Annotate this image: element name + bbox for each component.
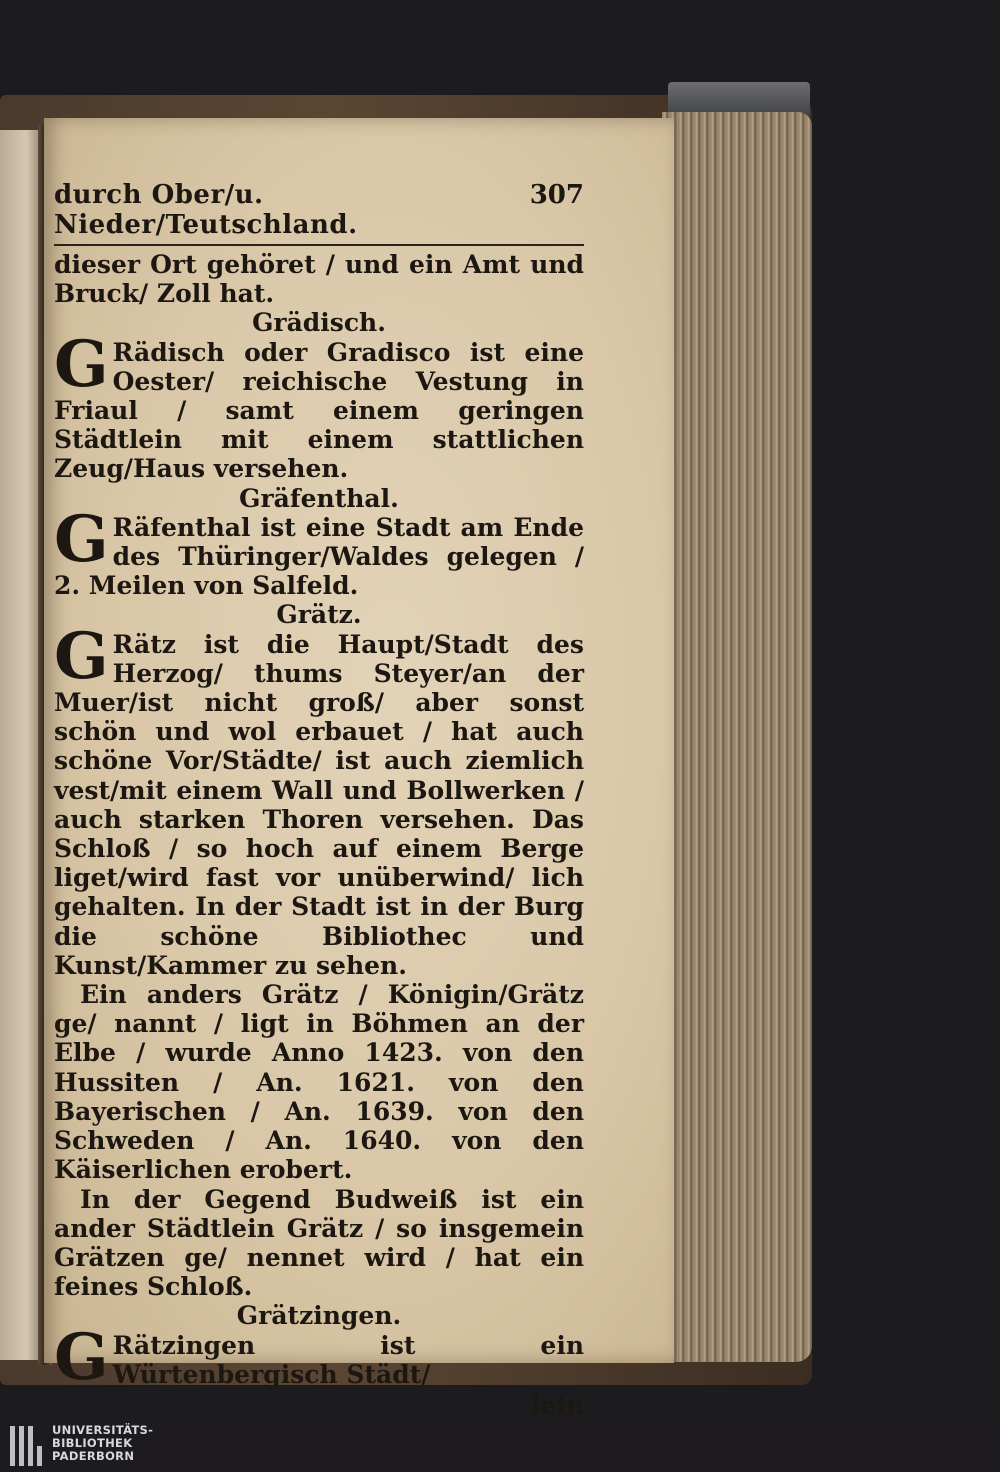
logo-line: UNIVERSITÄTS- [52, 1423, 154, 1437]
paragraph: In der Gegend Budweiß ist ein ander Städtlein Grätz / so insgemein Grätzen ge/ nennet wird / hat ein feines Schloß. [54, 1184, 584, 1302]
logo-line: BIBLIOTHEK [52, 1436, 133, 1450]
page-number: 307 [529, 180, 584, 210]
paragraph: Ein anders Grätz / Königin/Grätz ge/ nannt / ligt in Böhmen an der Elbe / wurde Anno 1423. von den Hussiten / An. 1621. von den Bayerischen / An. 1639. von den Schweden / An. 1640. von den Käiserlichen erobert. [54, 980, 584, 1185]
entry-heading: Grätz. [276, 600, 362, 630]
book-page [44, 118, 674, 1420]
paragraph: GRätzingen ist ein Würtenbergisch Städt/ [54, 1319, 584, 1395]
paragraph: dieser Ort gehöret / und ein Amt und Bruck/ Zoll hat. [54, 250, 584, 309]
catchword: lein [530, 1390, 584, 1420]
paragraph: GRädisch oder Gradisco ist eine Oester/ reichische Vestung in Friaul / samt einem geringen Städtlein mit einem stattlichen Zeug/Haus versehen. [54, 326, 584, 484]
running-head [54, 180, 584, 246]
paragraph: GRäfenthal ist eine Stadt am Ende des Thüringer/Waldes gelegen / 2. Meilen von Salfeld. [54, 501, 584, 601]
logo-line: PADERBORN [52, 1449, 135, 1463]
entry-heading: Grädisch. [252, 308, 386, 338]
paragraph: GRätz ist die Haupt/Stadt des Herzog/ thums Steyer/an der Muer/ist nicht groß/ aber sonst schön und wol erbauet / hat auch schöne Vor/Städte/ ist auch ziemlich vest/mit einem Wall und Bollwerken / auch starken Thoren versehen. Das Schloß / so hoch auf einem Berge liget/wird fast vor unüberwind/ lich gehalten. In der Stadt ist in der Burg die schöne Bibliothec und Kunst/Kammer zu sehen. [54, 618, 584, 980]
library-logo-text [52, 1424, 153, 1463]
library-logo-icon [10, 1426, 46, 1466]
entry-heading: Grätzingen. [236, 1301, 402, 1331]
page-text-block [54, 180, 584, 1420]
entry-heading: Gräfenthal. [239, 483, 399, 513]
running-title: durch Ober/u. Nieder/Teutschland. [54, 180, 358, 240]
library-footer [0, 1420, 1000, 1472]
page-edges [662, 112, 812, 1362]
